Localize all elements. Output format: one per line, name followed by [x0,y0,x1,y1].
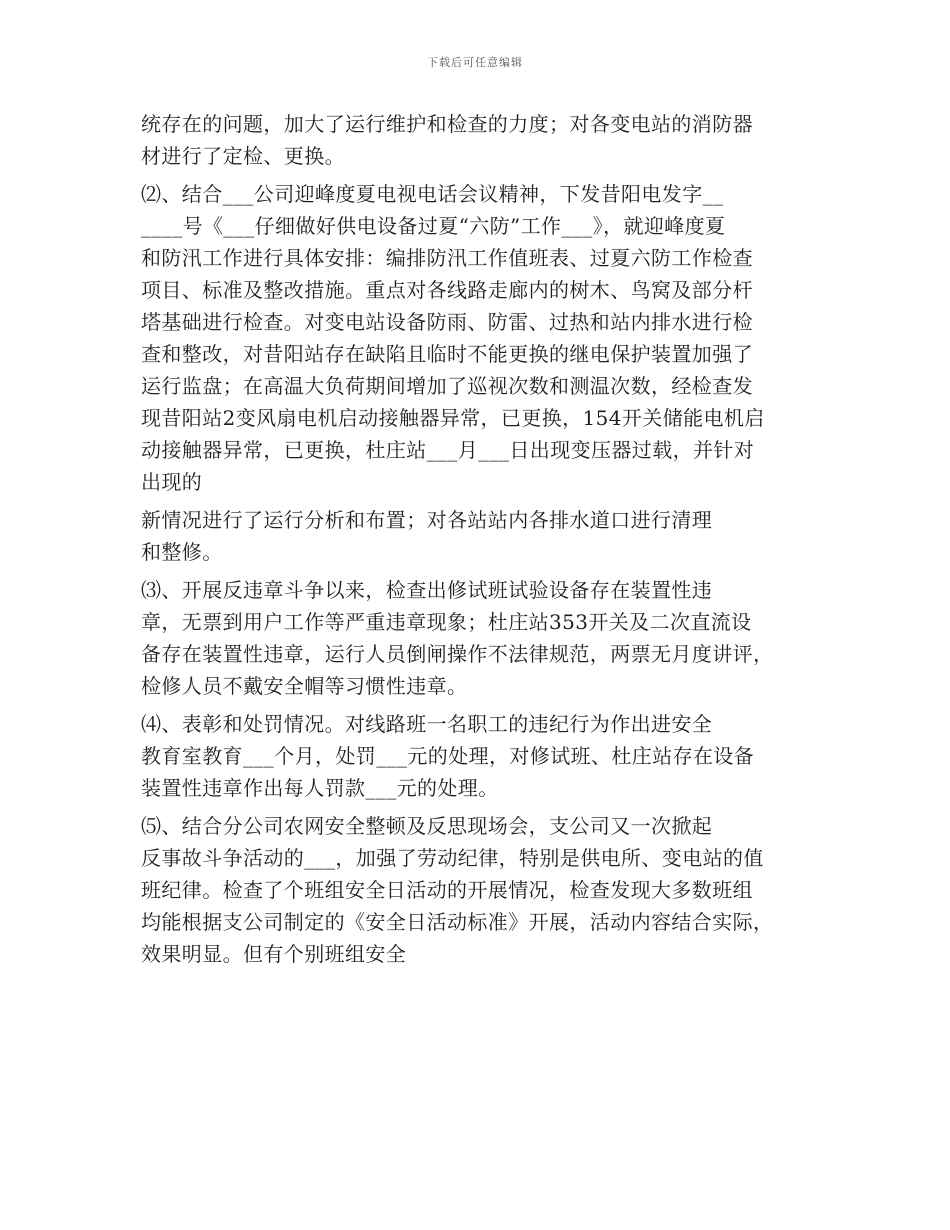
page-header: 下载后可任意编辑 [427,56,523,69]
paragraph-continuation: 统存在的问题，加大了运行维护和检查的力度；对各变电站的消防器 材进行了定检、更换。 [141,112,753,168]
paragraph-item-5: ⑸、结合分公司农网安全整顿及反思现场会，支公司又一次掀起 反事故斗争活动的___，加强了劳动纪律，特别是供电所、变电站的值 班纪律。检查了个班组安全日活动的开展情况，检查发现大多数班组 均能根据支公司制定的《安全日活动标准》开展，活动内容结合实际， 效果明显。但有个别班组安全 [141,814,774,966]
paragraph-item-2: ⑵、结合___公司迎峰度夏电视电话会议精神，下发昔阳电发字__ ____号《___仔细做好供电设备过夏“六防”工作___》，就迎峰度夏 和防汛工作进行具体安排：编排防汛工作值班表、过夏六防工作检查 项目、标准及整改措施。重点对各线路走廊内的树木、鸟窝及部分杆 塔基础进行检查。对变电站设备防雨、防雷、过热和站内排水进行检 查和整改，对昔阳站存在缺陷且临时不能更换的继电保护装置加强了 运行监盘；在高温大负荷期间增加了巡视次数和测温次数，经检查发 现昔阳站2变风扇电机启动接触器异常，已更换，154开关储能电机启 动接触器异常，已更换，杜庄站___月___日出现变压器过载，并针对 出现的 [141,182,765,494]
paragraph-item-4: ⑷、表彰和处罚情况。对线路班一名职工的违纪行为作出进安全 教育室教育___个月，处罚___元的处理，对修试班、杜庄站存在设备 装置性违章作出每人罚款___元的处理。 [141,712,755,800]
document-body [141,108,831,976]
paragraph-item-2-continued: 新情况进行了运行分析和布置；对各站站内各排水道口进行清理 和整修。 [141,508,713,564]
paragraph-item-3: ⑶、开展反违章斗争以来，检查出修试班试验设备存在装置性违 章，无票到用户工作等严重违章现象；杜庄站353开关及二次直流设 备存在装置性违章，运行人员倒闸操作不法律规范，两票无月度讲评， 检修人员不戴安全帽等习惯性违章。 [141,578,774,698]
